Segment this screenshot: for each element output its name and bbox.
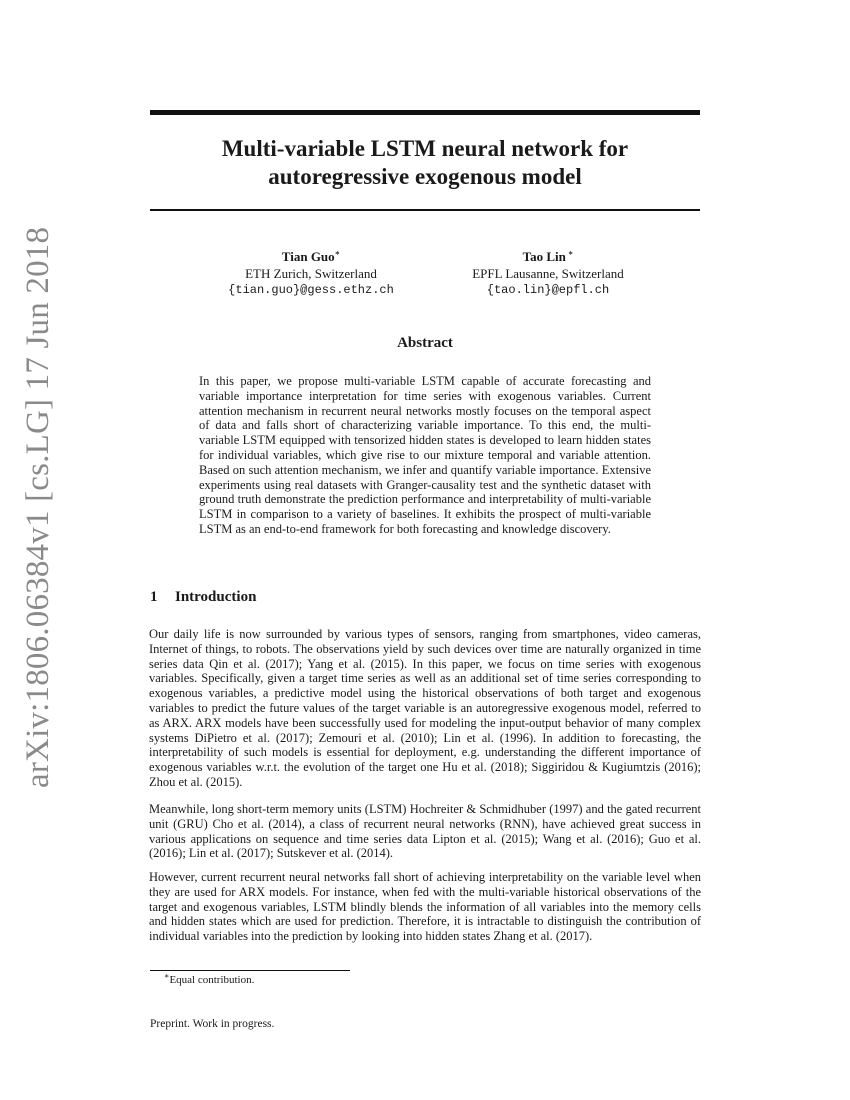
equal-contribution-mark: ∗ — [565, 248, 574, 258]
footnote-mark: ∗ — [164, 971, 170, 981]
author-email: {tian.guo}@gess.ethz.ch — [228, 283, 394, 297]
author-name: Tao Lin ∗ — [522, 248, 574, 264]
author-affiliation: ETH Zurich, Switzerland — [245, 265, 377, 281]
abstract-text: In this paper, we propose multi-variable LSTM capable of accurate forecasting and variable importance interpretation for time series with exogenous variables. Current attention mechanism in recurrent neural networks mostly focuses on the temporal aspect of data and falls short of characterizing variable importance. To this end, the multi-variable LSTM equipped with tensorized hidden states is developed to learn hidden states for individual variables, which give rise to our mixture temporal and variable attention. Based on such attention mechanism, we infer and quantify variable importance. Extensive experiments using real datasets with Granger-causality test and the synthetic dataset with ground truth demonstrate the prediction performance and interpretability of multi-variable LSTM in comparison to a variety of baselines. It exhibits the prospect of multi-variable LSTM as an end-to-end framework for both forecasting and knowledge discovery. — [199, 374, 651, 536]
author-email: {tao.lin}@epfl.ch — [486, 283, 610, 297]
author-affiliation: EPFL Lausanne, Switzerland — [472, 265, 624, 281]
preprint-note: Preprint. Work in progress. — [150, 1018, 275, 1030]
footnote — [164, 971, 255, 986]
author-name: Tian Guo∗ — [281, 248, 341, 264]
section-heading-introduction — [150, 589, 256, 606]
paper-title: Multi-variable LSTM neural network for autoregressive exogenous model — [221, 136, 629, 189]
paragraph: Meanwhile, long short-term memory units (LSTM) Hochreiter & Schmidhuber (1997) and the gated recurrent unit (GRU) Cho et al. (2014), a class of recurrent neural networks (RNN), have achieved great success in various applications on sequence and time series data Lipton et al. (2015); Wang et al. (2016); Guo et al. (2016); Lin et al. (2017); Sutskever et al. (2014). — [149, 802, 701, 861]
author-block-2 — [428, 249, 668, 299]
footnote-rule — [150, 970, 350, 971]
paragraph: Our daily life is now surrounded by various types of sensors, ranging from smartphones, video cameras, Internet of things, to robots. The observations yield by such devices over time are naturally organized in time series data Qin et al. (2017); Yang et al. (2015). In this paper, we focus on time series with exogenous variables. Specifically, given a target time series as well as an additional set of time series corresponding to exogenous variables, a predictive model using the historical observations of both target and exogenous variables to predict the future values of the target variable is an autoregressive exogenous model, referred to as ARX. ARX models have been successfully used for modeling the input-output behavior of many complex systems DiPietro et al. (2017); Zemouri et al. (2010); Lin et al. (1996). In addition to forecasting, the interpretability of such models is essential for deployment, e.g. understanding the different importance of exogenous variables w.r.t. the evolution of the target one Hu et al. (2018); Siggiridou & Kugiumtzis (2016); Zhou et al. (2015). — [149, 627, 701, 789]
equal-contribution-mark: ∗ — [334, 248, 341, 258]
title-rule-top — [150, 110, 700, 115]
footnote-text: Equal contribution. — [169, 974, 255, 986]
author-block-1 — [191, 249, 431, 299]
title-rule-bottom — [150, 209, 700, 211]
section-number: 1 — [150, 589, 158, 605]
abstract-heading: Abstract — [397, 335, 453, 351]
section-title: Introduction — [175, 589, 257, 605]
paragraph: However, current recurrent neural networks fall short of achieving interpretability on the variable level when they are used for ARX models. For instance, when fed with the multi-variable historical observations of the target and exogenous variables, LSTM blindly blends the information of all variables into the memory cells and hidden states which are used for prediction. Therefore, it is intractable to distinguish the contribution of individual variables into the prediction by looking into hidden states Zhang et al. (2017). — [149, 870, 701, 944]
arxiv-identifier-sidebar: arXiv:1806.06384v1 [cs.LG] 17 Jun 2018 — [20, 226, 56, 788]
